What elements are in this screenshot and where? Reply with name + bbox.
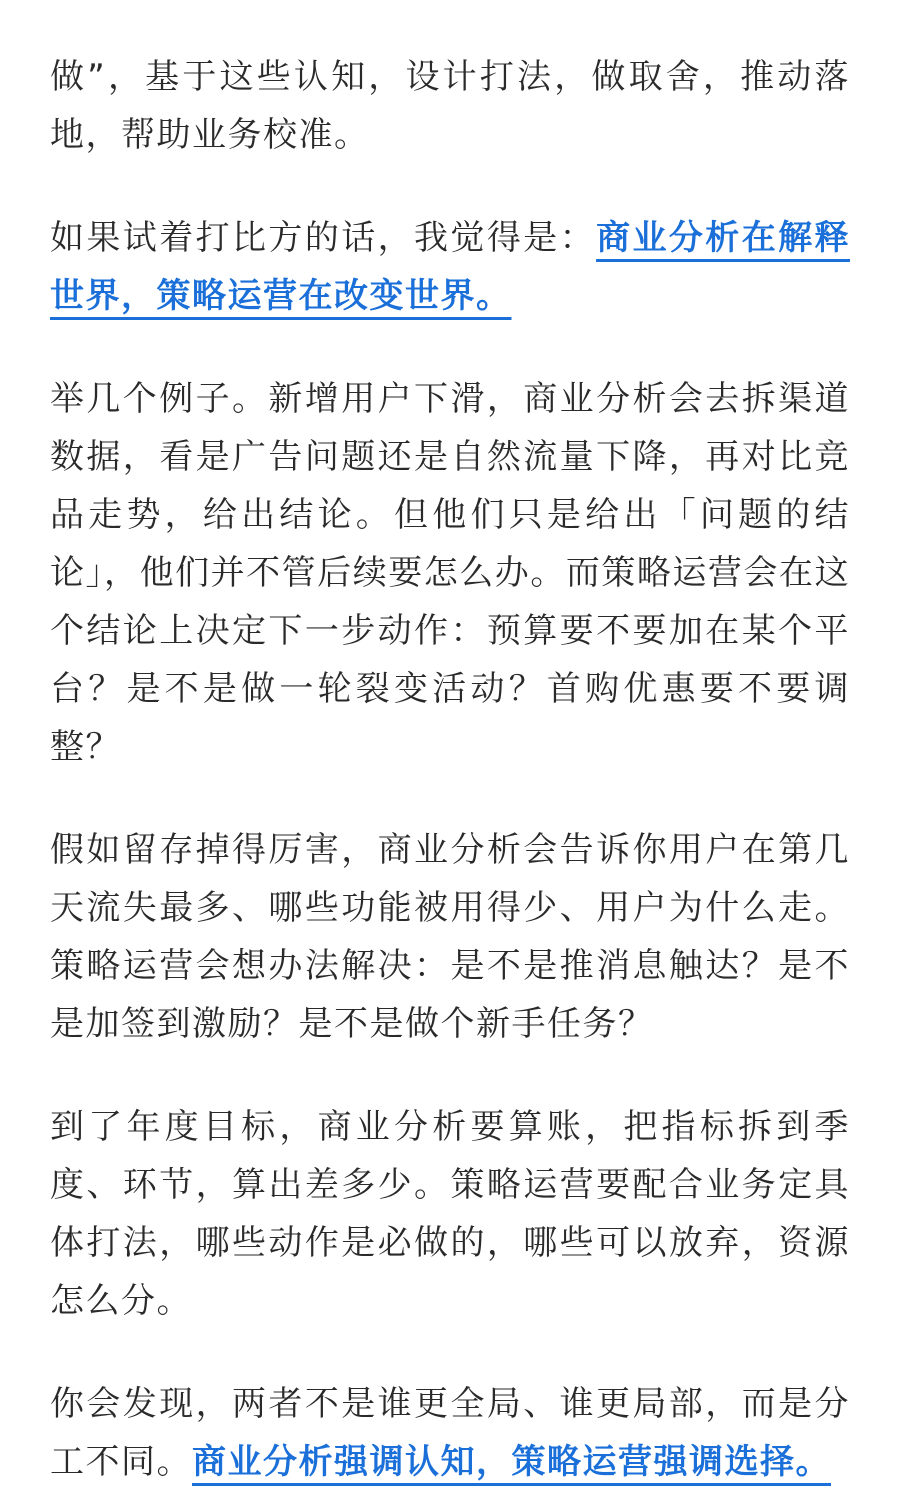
paragraph-6-text: 你会发现，两者不是谁更全局、谁更局部，而是分工不同。 <box>50 1384 850 1482</box>
paragraph-6 <box>50 1375 850 1491</box>
paragraph-5: 到了年度目标，商业分析要算账，把指标拆到季度、环节，算出差多少。策略运营要配合业务定具体打法，哪些动作是必做的，哪些可以放弃，资源怎么分。 <box>50 1107 850 1321</box>
paragraph-3: 举几个例子。新增用户下滑，商业分析会去拆渠道数据，看是广告问题还是自然流量下降，再对比竞品走势，给出结论。但他们只是给出「问题的结论」，他们并不管后续要怎么办。而策略运营会在这个结论上决定下一步动作：预算要不要加在某个平台？是不是做一轮裂变活动？首购优惠要不要调整？ <box>50 379 850 767</box>
paragraph-2-highlight: 商业分析在解释世界，策略运营在改变世界。 <box>50 218 851 316</box>
paragraph-4: 假如留存掉得厉害，商业分析会告诉你用户在第几天流失最多、哪些功能被用得少、用户为什么走。策略运营会想办法解决：是不是推消息触达？是不是加签到激励？是不是做个新手任务？ <box>50 830 850 1044</box>
paragraph-6-highlight: 商业分析强调认知，策略运营强调选择。 <box>192 1442 831 1482</box>
paragraph-2-text: 如果试着打比方的话，我觉得是： <box>50 218 597 258</box>
paragraph-2 <box>50 209 850 325</box>
paragraph-1: 做”，基于这些认知，设计打法，做取舍，推动落地，帮助业务校准。 <box>50 57 850 155</box>
